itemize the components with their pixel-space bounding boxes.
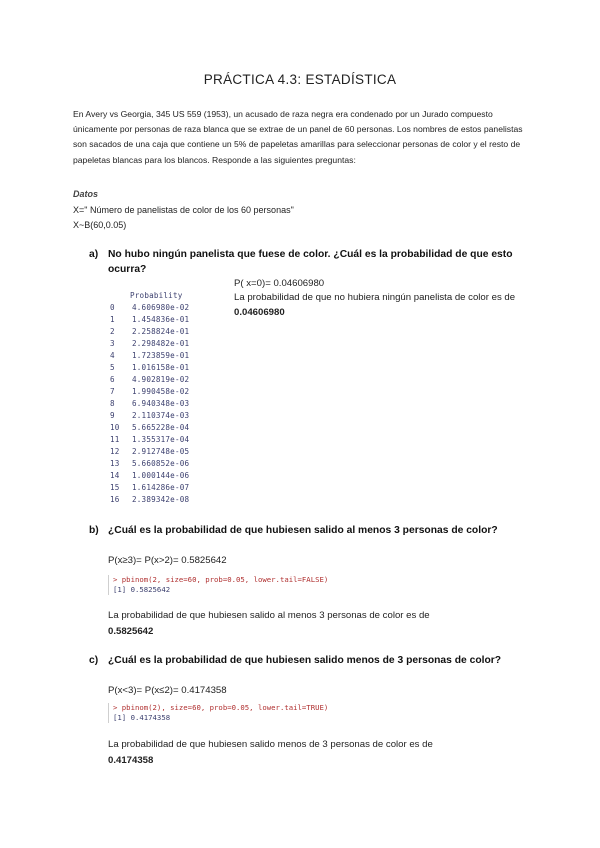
- table-row-value: 1.614286e-07: [132, 483, 190, 492]
- table-row-value: 6.940348e-03: [132, 399, 190, 408]
- table-row-index: 1: [110, 315, 115, 324]
- table-row-value: 1.000144e-06: [132, 471, 190, 480]
- table-row-index: 0: [110, 303, 115, 312]
- question-a-text: No hubo ningún panelista que fuese de color. ¿Cuál es la probabilidad de que esto ocurra?: [108, 249, 513, 275]
- answer-b-value: 0.5825642: [108, 626, 154, 637]
- x-distribution: X~B(60,0.05): [73, 220, 127, 230]
- datos-heading: Datos: [73, 189, 99, 199]
- probability-table: [110, 290, 189, 506]
- answer-c-value: 0.4174358: [108, 755, 154, 766]
- table-row-value: 4.902819e-02: [132, 375, 190, 384]
- table-row-value: 1.723859e-01: [132, 351, 190, 360]
- answer-c-prob: P(x<3)= P(x≤2)= 0.4174358: [108, 685, 227, 696]
- table-header: Probability: [130, 291, 183, 300]
- table-row-index: 13: [110, 459, 120, 468]
- table-row-value: 2.298482e-01: [132, 339, 190, 348]
- page-title: PRÁCTICA 4.3: ESTADÍSTICA: [203, 72, 397, 87]
- table-row-index: 8: [110, 399, 115, 408]
- table-row-index: 14: [110, 471, 120, 480]
- table-row: [110, 494, 189, 506]
- question-c-text: ¿Cuál es la probabilidad de que hubiesen salido menos de 3 personas de color?: [108, 655, 502, 666]
- question-c-label: c): [89, 655, 99, 666]
- question-b-text: ¿Cuál es la probabilidad de que hubiesen salido al menos 3 personas de color?: [108, 525, 498, 536]
- console-c: [108, 703, 328, 723]
- console-b-output: [1] 0.5825642: [113, 585, 171, 594]
- answer-a-prob: P( x=0)= 0.04606980: [234, 278, 325, 289]
- question-b: [89, 523, 529, 555]
- intro-paragraph: En Avery vs Georgia, 345 US 559 (1953), un acusado de raza negra era condenado por un Jurado compuesto únicamente por personas de raza blanca que se extrae de un panel de 60 personas. Los nombres de estos panelistas son sacados de una caja que contiene un 5% de papeletas amarillas para seleccionar personas de color y el resto de papeletas blancas para los blancos. Responde a las siguientes preguntas:: [73, 109, 523, 165]
- table-row: [110, 446, 189, 458]
- table-row: [110, 338, 189, 350]
- console-c-output: [1] 0.4174358: [113, 713, 171, 722]
- table-row-value: 1.355317e-04: [132, 435, 190, 444]
- table-row: [110, 470, 189, 482]
- console-c-command: > pbinom(2), size=60, prob=0.05, lower.tail=TRUE): [113, 703, 329, 712]
- table-row: [110, 398, 189, 410]
- table-row: [110, 410, 189, 422]
- console-b-command: > pbinom(2, size=60, prob=0.05, lower.tail=FALSE): [113, 575, 329, 584]
- table-row-value: 1.990458e-02: [132, 387, 190, 396]
- table-row-value: 5.660852e-06: [132, 459, 190, 468]
- question-b-label: b): [89, 525, 99, 536]
- answer-c-text: La probabilidad de que hubiesen salido menos de 3 personas de color es de: [108, 739, 433, 750]
- table-row-value: 2.389342e-08: [132, 495, 190, 504]
- table-row: [110, 374, 189, 386]
- table-row-index: 7: [110, 387, 115, 396]
- table-row-index: 5: [110, 363, 115, 372]
- answer-a-prefix: La probabilidad de que no hubiera ningún panelista de color es de: [234, 292, 516, 303]
- table-row: [110, 314, 189, 326]
- console-b: [108, 575, 328, 595]
- table-row-index: 4: [110, 351, 115, 360]
- table-row-value: 5.665228e-04: [132, 423, 190, 432]
- table-row-value: 1.016158e-01: [132, 363, 190, 372]
- table-row-index: 11: [110, 435, 120, 444]
- table-row-value: 2.110374e-03: [132, 411, 190, 420]
- table-row-index: 6: [110, 375, 115, 384]
- answer-a-value: 0.04606980: [234, 307, 285, 318]
- table-row-index: 10: [110, 423, 120, 432]
- answer-a-text: [234, 290, 524, 320]
- table-row-index: 12: [110, 447, 120, 456]
- table-row-value: 2.912748e-05: [132, 447, 190, 456]
- table-row: [110, 422, 189, 434]
- table-row: [110, 350, 189, 362]
- table-row: [110, 458, 189, 470]
- answer-b-prob: P(x≥3)= P(x>2)= 0.5825642: [108, 555, 227, 566]
- table-row: [110, 434, 189, 446]
- table-row-index: 16: [110, 495, 120, 504]
- table-row-value: 2.258824e-01: [132, 327, 190, 336]
- table-row: [110, 302, 189, 314]
- table-row: [110, 482, 189, 494]
- table-row-index: 9: [110, 411, 115, 420]
- table-row: [110, 326, 189, 338]
- table-row: [110, 386, 189, 398]
- table-row-index: 15: [110, 483, 120, 492]
- table-row-value: 4.606980e-02: [132, 303, 190, 312]
- table-row-index: 3: [110, 339, 115, 348]
- table-row: [110, 362, 189, 374]
- question-a: [89, 247, 529, 279]
- answer-b-text: La probabilidad de que hubiesen salido al menos 3 personas de color es de: [108, 610, 430, 621]
- table-row-value: 1.454836e-01: [132, 315, 190, 324]
- table-row-index: 2: [110, 327, 115, 336]
- question-a-label: a): [89, 249, 99, 260]
- question-c: [89, 653, 529, 685]
- x-definition: X=" Número de panelistas de color de los 60 personas": [73, 205, 294, 215]
